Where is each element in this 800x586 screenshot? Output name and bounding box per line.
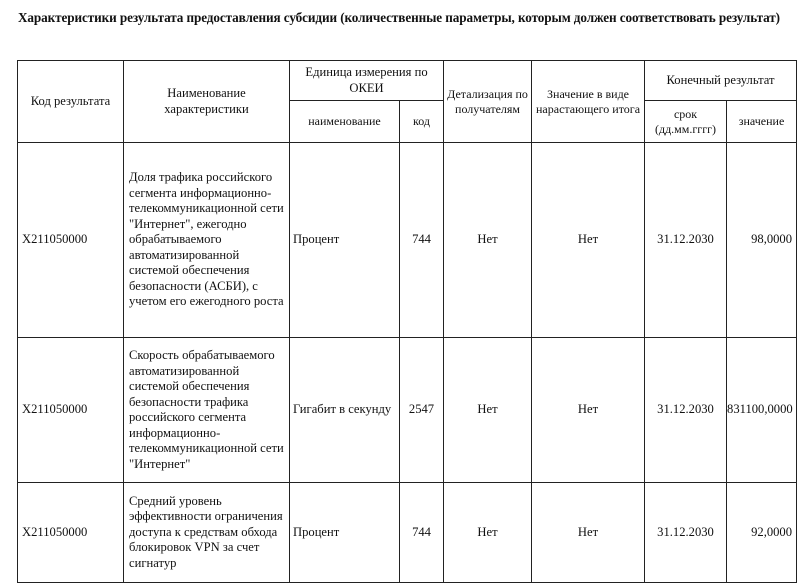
table-row: [18, 143, 797, 338]
header-code: Код результата: [18, 61, 124, 143]
unit-name: Гигабит в секунду: [290, 338, 400, 483]
header-unit-name: наименование: [290, 101, 400, 143]
detail-value: Нет: [444, 483, 532, 583]
characteristic-name: Средний уровень эффективности ограничения доступа к средствам обхода блокировок VPN за счет сигнатур: [124, 483, 290, 583]
result-code: X211050000: [18, 483, 124, 583]
unit-code: 744: [400, 483, 444, 583]
result-code: X211050000: [18, 143, 124, 338]
deadline-date: 31.12.2030: [645, 338, 727, 483]
table-row: [18, 483, 797, 583]
cumulative-value: Нет: [532, 338, 645, 483]
characteristic-name: Доля трафика российского сегмента информационно-телекоммуникационной сети "Интернет", ежегодно обрабатываемого автоматизированной системой обеспечения безопасности (АСБИ), с учетом его ежегодного роста: [124, 143, 290, 338]
final-value: 98,0000: [727, 143, 797, 338]
characteristic-name: Скорость обрабатываемого автоматизированной системой обеспечения безопасности трафика российского сегмента информационно-телекоммуникационной сети "Интернет": [124, 338, 290, 483]
cumulative-value: Нет: [532, 143, 645, 338]
detail-value: Нет: [444, 338, 532, 483]
result-code: X211050000: [18, 338, 124, 483]
cumulative-value: Нет: [532, 483, 645, 583]
unit-code: 2547: [400, 338, 444, 483]
table-body: [18, 143, 797, 583]
deadline-date: 31.12.2030: [645, 143, 727, 338]
final-value: 92,0000: [727, 483, 797, 583]
header-deadline: срок (дд.мм.гггг): [645, 101, 727, 143]
header-unit-code: код: [400, 101, 444, 143]
final-value: 831100,0000: [727, 338, 797, 483]
unit-name: Процент: [290, 143, 400, 338]
deadline-date: 31.12.2030: [645, 483, 727, 583]
header-detail: Детализация по получателям: [444, 61, 532, 143]
header-unit-group: Единица измерения по ОКЕИ: [290, 61, 444, 101]
header-name: Наименование характеристики: [124, 61, 290, 143]
table-row: [18, 338, 797, 483]
table-header: [18, 61, 797, 143]
header-value: значение: [727, 101, 797, 143]
document-title: Характеристики результата предоставления субсидии (количественные параметры, которым должен соответствовать результат): [18, 10, 780, 25]
header-final-group: Конечный результат: [645, 61, 797, 101]
unit-code: 744: [400, 143, 444, 338]
unit-name: Процент: [290, 483, 400, 583]
detail-value: Нет: [444, 143, 532, 338]
results-table: [17, 60, 797, 583]
header-cumulative: Значение в виде нарастающего итога: [532, 61, 645, 143]
